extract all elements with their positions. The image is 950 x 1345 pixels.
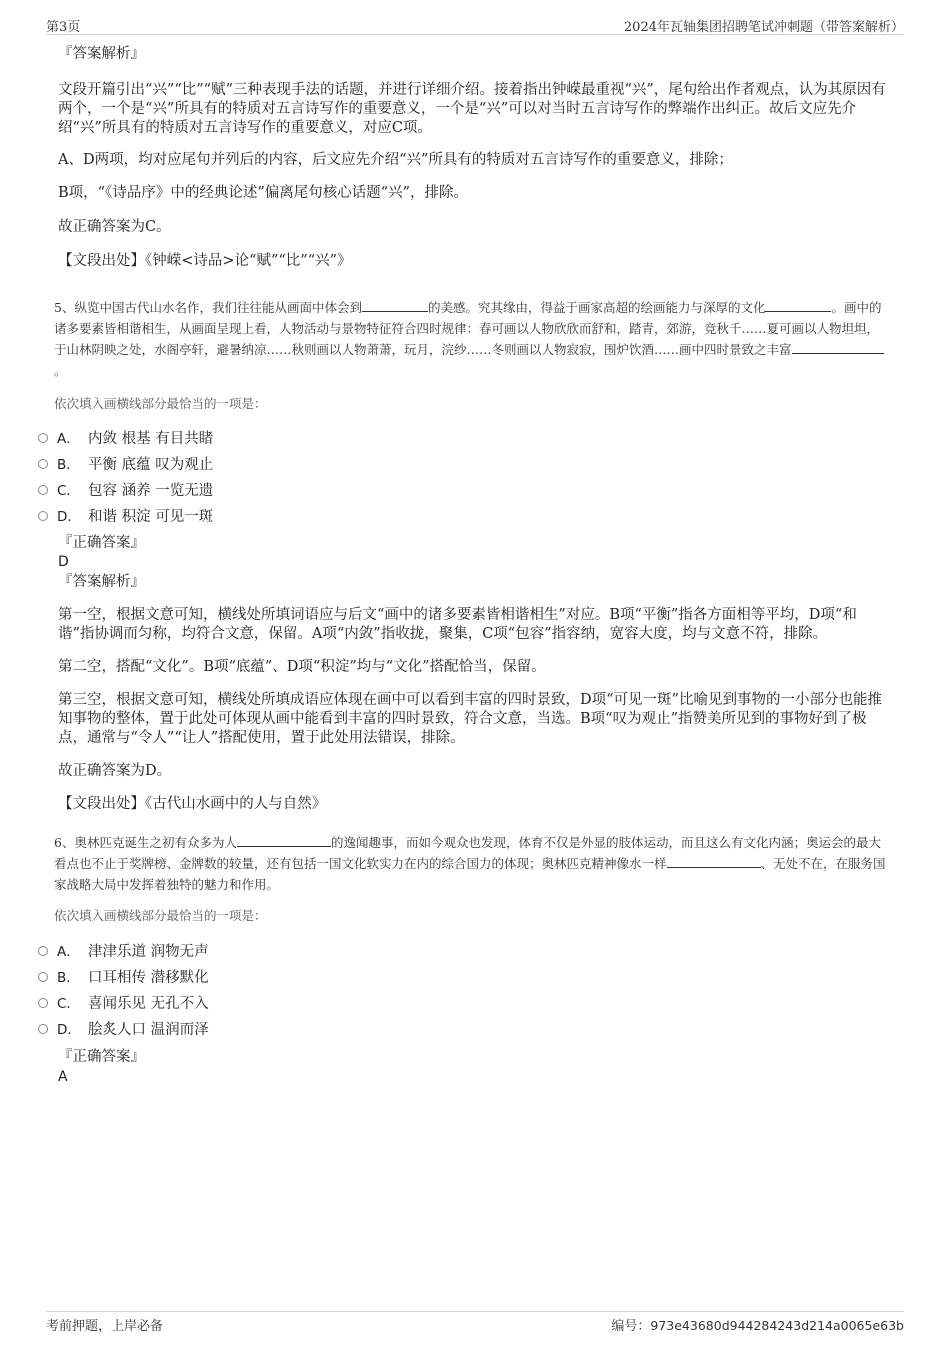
question-6-prompt: 依次填入画横线部分最恰当的一项是： (54, 908, 267, 923)
analysis-paragraph: 故正确答案为D。 (58, 763, 172, 779)
analysis-paragraph: 第二空，搭配“文化”。B项“底蕴”、D项“积淀”均与“文化”搭配恰当，保留。 (58, 659, 546, 675)
question-5-prompt: 依次填入画横线部分最恰当的一项是： (54, 396, 267, 411)
option-letter: C． (57, 996, 80, 1012)
analysis-paragraph: 第三空，根据文意可知，横线处所填成语应体现在画中可以看到丰富的四时景致，D项“可见一斑”比喻见到事物的一小部分也能推知事物的整体，置于此处可体现从画中能看到丰富的四时景致，符合文意，当选。B项“叹为观止”指赞美所见到的事物好到了极点，通常与“令人”“让人”搭配使用，置于此处用法错误，排除。 (58, 692, 882, 746)
code-value: 973e43680d944284243d214a0065e63b (650, 1318, 904, 1333)
question-text: 。画中的诸多要素皆相谐相生，从画面呈现上看，人物活动与景物特征符合四时规律：春可画以人物欣欣而舒和，踏青，郊游，竞秋千……夏可画以人物坦坦，于山林阴映之处，水阁亭轩，避暑纳凉……秋则画以人物萧萧，玩月，浣纱……冬则画以人物寂寂，围炉饮酒……画中四时景致之丰富 (54, 300, 882, 357)
option-text: 脍炙人口 温润而泽 (88, 1022, 209, 1038)
option-letter: D． (57, 1022, 81, 1038)
option-letter: D． (57, 509, 81, 525)
option-letter: A． (57, 944, 80, 960)
option-text: 和谐 积淀 可见一斑 (88, 509, 214, 525)
option-letter: C． (57, 483, 80, 499)
radio-icon[interactable] (38, 433, 48, 443)
analysis-paragraph: 故正确答案为C。 (58, 219, 171, 235)
question-text: 6、奥林匹克诞生之初有众多为人 (54, 835, 237, 850)
radio-icon[interactable] (38, 998, 48, 1008)
option-d[interactable] (0, 502, 832, 528)
option-text: 内敛 根基 有目共睹 (88, 431, 214, 447)
page-number: 第3页 (46, 20, 81, 35)
option-text: 平衡 底蕴 叹为观止 (88, 457, 214, 473)
option-a[interactable] (0, 937, 832, 963)
option-letter: B． (57, 970, 80, 986)
radio-icon[interactable] (38, 1024, 48, 1034)
code-label: 编号： (611, 1319, 651, 1334)
radio-icon[interactable] (38, 946, 48, 956)
radio-icon[interactable] (38, 485, 48, 495)
question-5-stem (54, 297, 890, 381)
correct-answer-label: 『正确答案』 (58, 535, 145, 551)
analysis-paragraph: 文段开篇引出“兴”“比”“赋”三种表现手法的话题，并进行详细介绍。接着指出钟嵘最重视“兴”，尾句给出作者观点，认为其原因有两个，一个是“兴”所具有的特质对五言诗写作的重要意义，一个是“兴”可以对当时五言诗写作的弊端作出纠正。故后文应先介绍“兴”所具有的特质对五言诗写作的重要意义，对应C项。 (58, 82, 886, 136)
source-citation: 【文段出处】《钟嵘<诗品>论“赋”“比”“兴”》 (58, 253, 352, 269)
fill-blank (765, 297, 831, 312)
question-6-stem (54, 832, 890, 895)
analysis-label: 『答案解析』 (58, 574, 145, 590)
question-5-options (0, 424, 832, 528)
fill-blank (237, 832, 331, 847)
radio-icon[interactable] (38, 511, 48, 521)
radio-icon[interactable] (38, 972, 48, 982)
fill-blank (667, 853, 761, 868)
option-letter: A． (57, 431, 80, 447)
question-text: 的逸闻趣事，而如今观众也发现，体育不仅是外显的肢体运动，而且这么有文化内涵；奥运会的最大看点也不止于奖牌榜、金牌数的较量，还有包括一国文化软实力在内的综合国力的体现；奥林匹克精神像水一样 (54, 835, 881, 871)
option-letter: B． (57, 457, 80, 473)
option-b[interactable] (0, 450, 832, 476)
analysis-paragraph: A、D两项，均对应尾句并列后的内容，后文应先介绍“兴”所具有的特质对五言诗写作的重要意义，排除； (58, 152, 733, 168)
option-b[interactable] (0, 963, 832, 989)
page-header (46, 14, 904, 35)
option-a[interactable] (0, 424, 832, 450)
analysis-paragraph: B项，“《诗品序》中的经典论述”偏离尾句核心话题“兴”，排除。 (58, 185, 469, 201)
analysis-paragraph: 第一空，根据文意可知，横线处所填词语应与后文“画中的诸多要素皆相谐相生”对应。B项“平衡”指各方面相等平均，D项“和谐”指协调而匀称，均符合文意，保留。A项“内敛”指收拢，聚集，C项“包容”指容纳，宽容大度，均与文意不符，排除。 (58, 607, 857, 642)
question-text: 、无处不在，在服务国家战略大局中发挥着独特的魅力和作用。 (54, 856, 886, 892)
option-c[interactable] (0, 989, 832, 1015)
option-text: 津津乐道 润物无声 (88, 944, 209, 960)
footer-slogan: 考前押题，上岸必备 (46, 1319, 164, 1334)
option-c[interactable] (0, 476, 832, 502)
option-text: 口耳相传 潜移默化 (88, 970, 209, 986)
correct-answer-label: 『正确答案』 (58, 1049, 145, 1065)
document-title: 2024年瓦轴集团招聘笔试冲刺题（带答案解析） (623, 20, 904, 35)
document-code (611, 1315, 904, 1334)
radio-icon[interactable] (38, 459, 48, 469)
correct-answer: D (58, 554, 69, 570)
question-text: 。 (54, 363, 67, 378)
fill-blank (362, 297, 428, 312)
page-footer (46, 1311, 904, 1334)
option-text: 喜闻乐见 无孔不入 (88, 996, 209, 1012)
source-citation: 【文段出处】《古代山水画中的人与自然》 (58, 796, 327, 812)
analysis-label: 『答案解析』 (58, 46, 145, 62)
question-6-options (0, 937, 832, 1041)
question-text: 5、纵览中国古代山水名作，我们往往能从画面中体会到 (54, 300, 362, 315)
option-d[interactable] (0, 1015, 832, 1041)
question-text: 的美感。究其缘由，得益于画家高超的绘画能力与深厚的文化 (427, 300, 766, 315)
option-text: 包容 涵养 一览无遗 (88, 483, 214, 499)
correct-answer: A (58, 1069, 68, 1085)
fill-blank (792, 339, 884, 354)
